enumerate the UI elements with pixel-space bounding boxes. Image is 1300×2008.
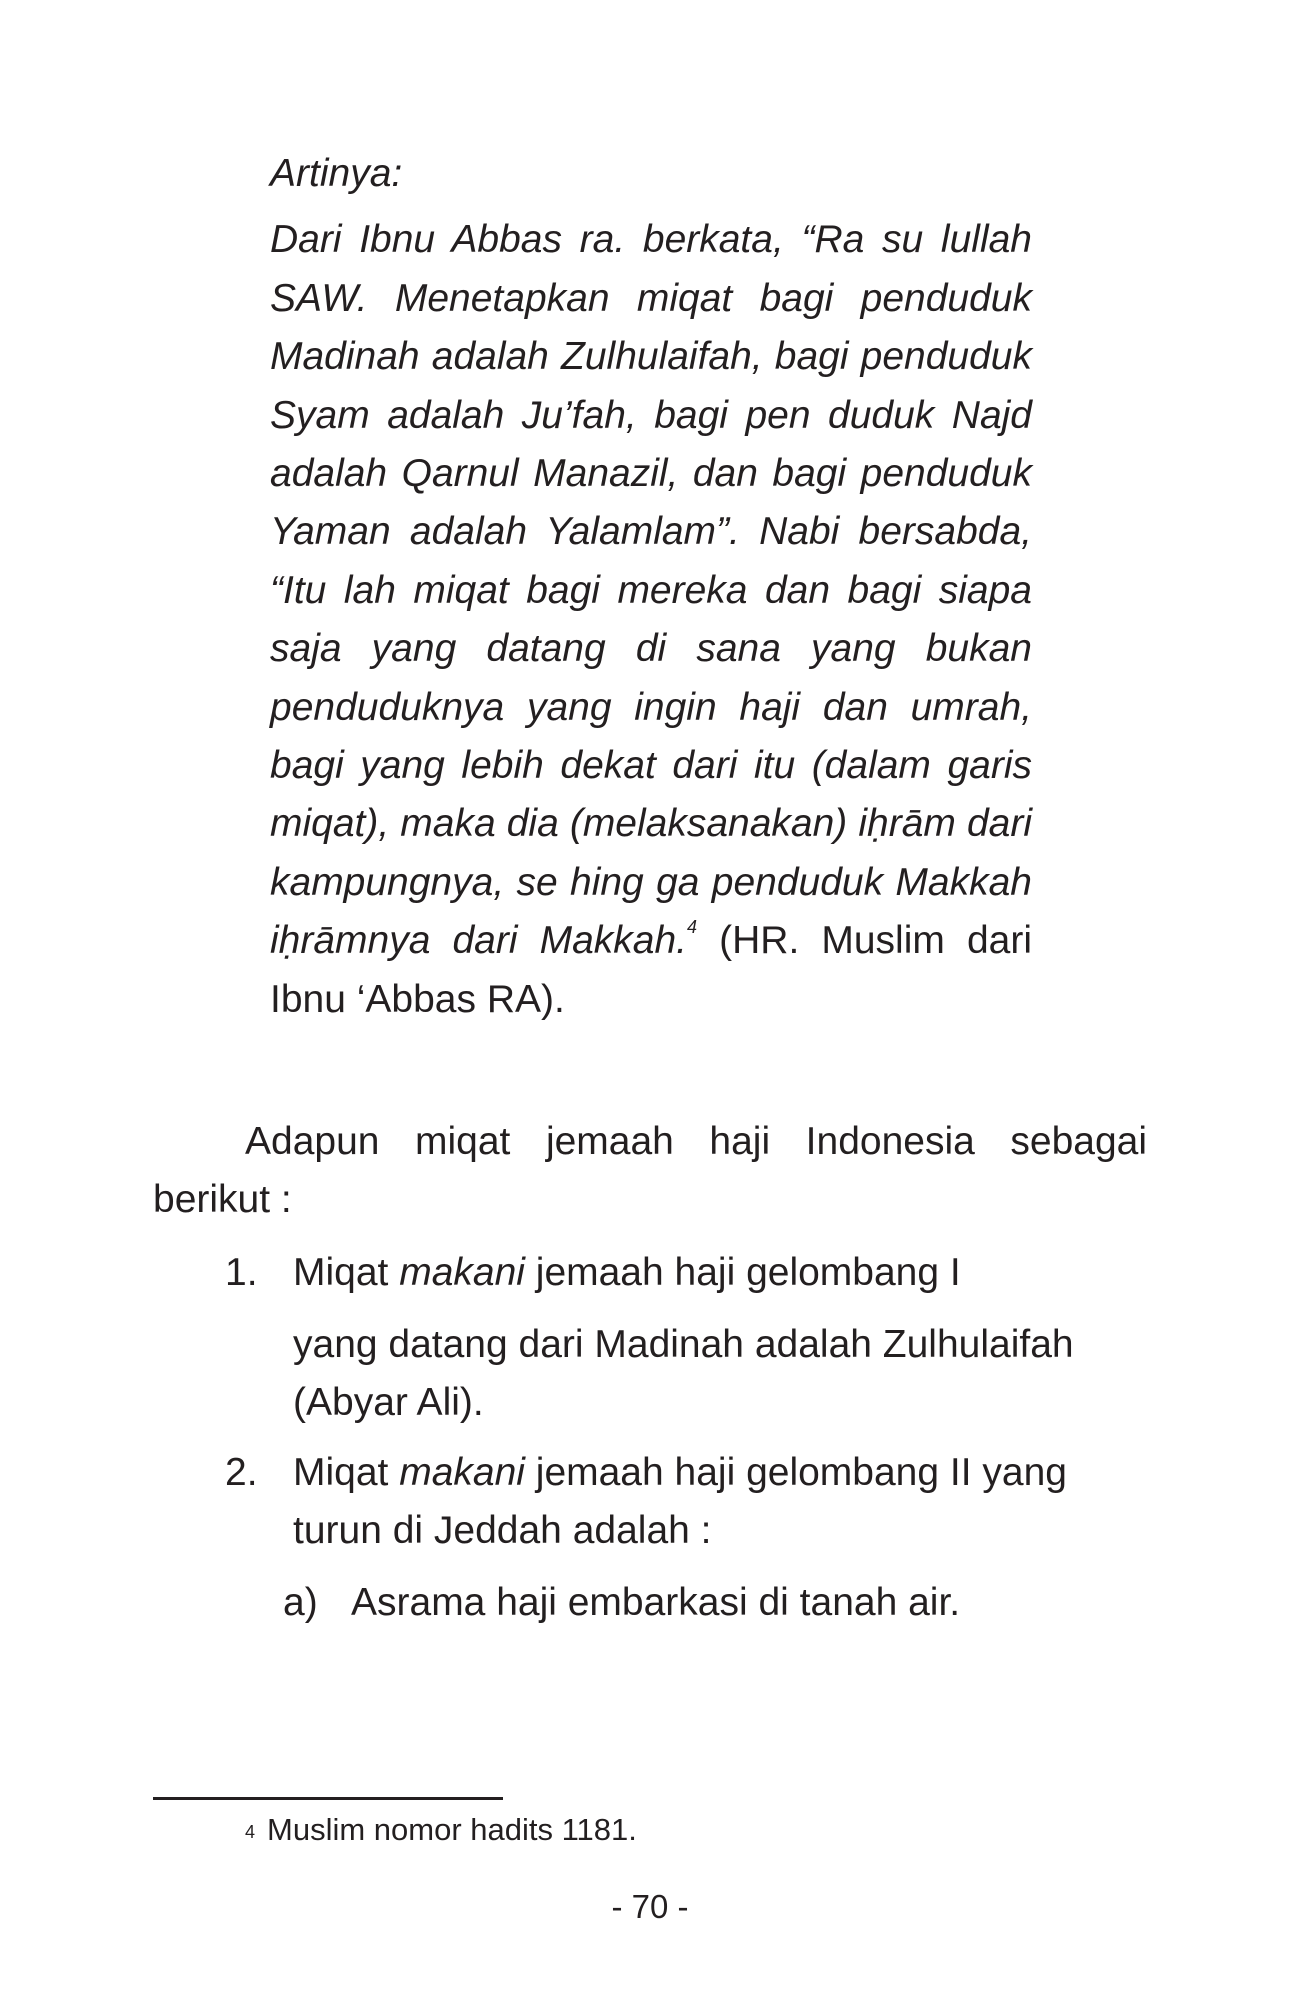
- sublist-item: [283, 1574, 1153, 1634]
- footnote-number: 4: [245, 1822, 256, 1842]
- list-text: [293, 1444, 1155, 1560]
- list-rest: jemaah haji gelombang II yang turun di Jeddah adalah :: [293, 1451, 1067, 1552]
- footnote: [245, 1808, 637, 1852]
- translation-heading: Artinya:: [270, 152, 403, 195]
- list-item: [225, 1244, 1155, 1424]
- footnote-divider: [153, 1797, 503, 1800]
- list-italic-term: makani: [399, 1251, 525, 1294]
- list-lead: Miqat: [293, 1451, 400, 1494]
- hadith-citation: (HR. Muslim dari Ibnu ‘Abbas RA).: [270, 919, 1032, 1021]
- list-number: 2.: [225, 1451, 258, 1494]
- page-number: - 70 -: [611, 1888, 689, 1925]
- footnote-text: Muslim nomor hadits 1181.: [267, 1812, 637, 1847]
- list-number: 1.: [225, 1251, 258, 1294]
- hadith-translation-block: [270, 145, 1032, 1029]
- list-text: [293, 1244, 1155, 1432]
- intro-paragraph: Adapun miqat jemaah haji Indonesia sebagai berikut :: [153, 1120, 1147, 1221]
- sublist-text: Asrama haji embarkasi di tanah air.: [351, 1581, 961, 1624]
- translation-text: [270, 211, 1032, 1029]
- list-item: [225, 1444, 1155, 1564]
- list-italic-term: makani: [399, 1451, 525, 1494]
- footnote-reference: 4: [687, 917, 698, 938]
- list-rest: jemaah haji gelombang I: [524, 1251, 961, 1294]
- sublist-label: a): [283, 1581, 318, 1624]
- list-lead: Miqat: [293, 1251, 400, 1294]
- list-continuation: yang datang dari Madinah adalah Zulhulaifah (Abyar Ali).: [293, 1323, 1074, 1424]
- translation-body: Dari Ibnu Abbas ra. berkata, “Ra su lullah SAW. Menetapkan miqat bagi penduduk Madinah adalah Zulhulaifah, bagi penduduk Syam adalah Ju’fah, bagi pen duduk Najd adalah Qarnul Manazil, dan bagi penduduk Yaman adalah Yalamlam”. Nabi bersabda, “Itu lah miqat bagi mereka dan bagi siapa saja yang datang di sana yang bukan penduduknya yang ingin haji dan umrah, bagi yang lebih dekat dari itu (dalam garis miqat), maka dia (melaksanakan) iḥrām dari kampungnya, se hing ga penduduk Makkah iḥrāmnya dari Makkah.: [270, 218, 1032, 963]
